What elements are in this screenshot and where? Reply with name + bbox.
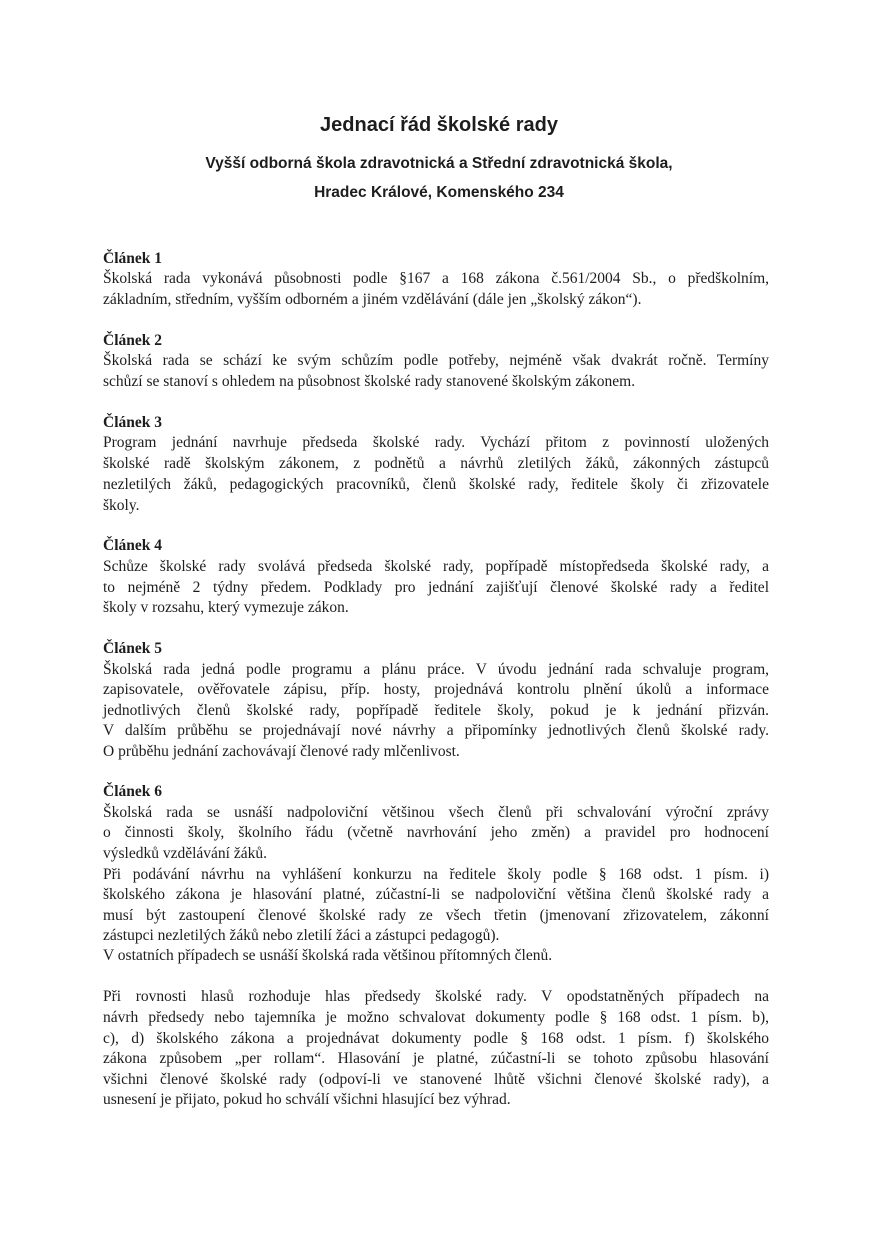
article-6-paragraph2-line: návrh předsedy nebo tajemníka je možno schvalovat dokumenty podle § 168 odst. 1 písm. b), bbox=[103, 1009, 769, 1026]
article-6-paragraph2-line: usnesení je přijato, pokud ho schválí všichni hlasující bez výhrad. bbox=[103, 1091, 511, 1108]
article-4-line: to nejméně 2 týdny předem. Podklady pro jednání zajišťují členové školské rady a ředitel bbox=[103, 579, 769, 596]
article-6-paragraph2-line: všichni členové školské rady (odpoví-li ve stanovené lhůtě všichni členové školské rady), a bbox=[103, 1071, 769, 1088]
article-2-heading: Článek 2 bbox=[103, 332, 162, 349]
article-2-line: schůzí se stanoví s ohledem na působnost školské rady stanovené školským zákonem. bbox=[103, 373, 636, 390]
article-3-line: Program jednání navrhuje předseda školské rady. Vychází přitom z povinností uložených bbox=[103, 434, 769, 451]
article-6-paragraph2-line: zákona způsobem „per rollam“. Hlasování je platné, zúčastní-li se tohoto způsobu hlasování bbox=[103, 1050, 769, 1067]
article-6-paragraph2-line: c), d) školského zákona a projednávat dokumenty podle § 168 odst. 1 písm. f) školského bbox=[103, 1030, 769, 1047]
article-3-line: školy. bbox=[103, 497, 140, 514]
article-6-line: výsledků vzdělávání žáků. bbox=[103, 845, 267, 862]
article-4-line: Schůze školské rady svolává předseda školské rady, popřípadě místopředseda školské rady, a bbox=[103, 558, 769, 575]
article-3-line: školské radě školským zákonem, z podnětů a návrhů zletilých žáků, zákonných zástupců bbox=[103, 455, 769, 472]
article-4-heading: Článek 4 bbox=[103, 537, 162, 554]
article-6-line: školského zákona je hlasování platné, zúčastní-li se nadpoloviční většina členů školské rady a bbox=[103, 886, 769, 903]
school-name: Vyšší odborná škola zdravotnická a Střední zdravotnická škola, bbox=[205, 155, 673, 172]
article-5-line: V dalším průběhu se projednávají nové návrhy a připomínky jednotlivých členů školské rady. bbox=[103, 722, 769, 739]
article-1-line: základním, středním, vyšším odborném a jiném vzdělávání (dále jen „školský zákon“). bbox=[103, 291, 642, 308]
article-5-line: zapisovatele, ověřovatele zápisu, příp. hosty, projednává kontrolu plnění úkolů a informace bbox=[103, 681, 769, 698]
article-2-line: Školská rada se schází ke svým schůzím podle potřeby, nejméně však dvakrát ročně. Termíny bbox=[103, 352, 769, 369]
school-address: Hradec Králové, Komenského 234 bbox=[314, 184, 564, 201]
article-1-heading: Článek 1 bbox=[103, 250, 162, 267]
document-title: Jednací řád školské rady bbox=[320, 114, 558, 136]
article-6-line: Školská rada se usnáší nadpoloviční většinou všech členů při schvalování výroční zprávy bbox=[103, 804, 769, 821]
article-6-line: o činnosti školy, školního řádu (včetně navrhování jeho změn) a pravidel pro hodnocení bbox=[103, 824, 769, 841]
article-3-line: nezletilých žáků, pedagogických pracovníků, členů školské rady, ředitele školy či zřizovatele bbox=[103, 476, 769, 493]
article-6-line: V ostatních případech se usnáší školská rada většinou přítomných členů. bbox=[103, 947, 553, 964]
article-6-paragraph2-line: Při rovnosti hlasů rozhoduje hlas předsedy školské rady. V opodstatněných případech na bbox=[103, 988, 769, 1005]
article-6-line: musí být zastoupení členové školské rady ze všech třetin (jmenovaní zřizovatelem, zákonní bbox=[103, 907, 769, 924]
article-1-line: Školská rada vykonává působnosti podle §167 a 168 zákona č.561/2004 Sb., o předškolním, bbox=[103, 270, 769, 287]
article-6-line: zástupci nezletilých žáků nebo zletilí žáci a zástupci pedagogů). bbox=[103, 927, 500, 944]
article-3-heading: Článek 3 bbox=[103, 414, 162, 431]
article-5-line: jednotlivých členů školské rady, popřípadě ředitele školy, pokud je k jednání přizván. bbox=[103, 702, 769, 719]
article-6-line: Při podávání návrhu na vyhlášení konkurzu na ředitele školy podle § 168 odst. 1 písm. i) bbox=[103, 866, 769, 883]
article-5-line: Školská rada jedná podle programu a plánu práce. V úvodu jednání rada schvaluje program, bbox=[103, 661, 769, 678]
article-4-line: školy v rozsahu, který vymezuje zákon. bbox=[103, 599, 349, 616]
article-5-heading: Článek 5 bbox=[103, 640, 162, 657]
article-5-line: O průběhu jednání zachovávají členové rady mlčenlivost. bbox=[103, 743, 460, 760]
article-6-heading: Článek 6 bbox=[103, 783, 162, 800]
